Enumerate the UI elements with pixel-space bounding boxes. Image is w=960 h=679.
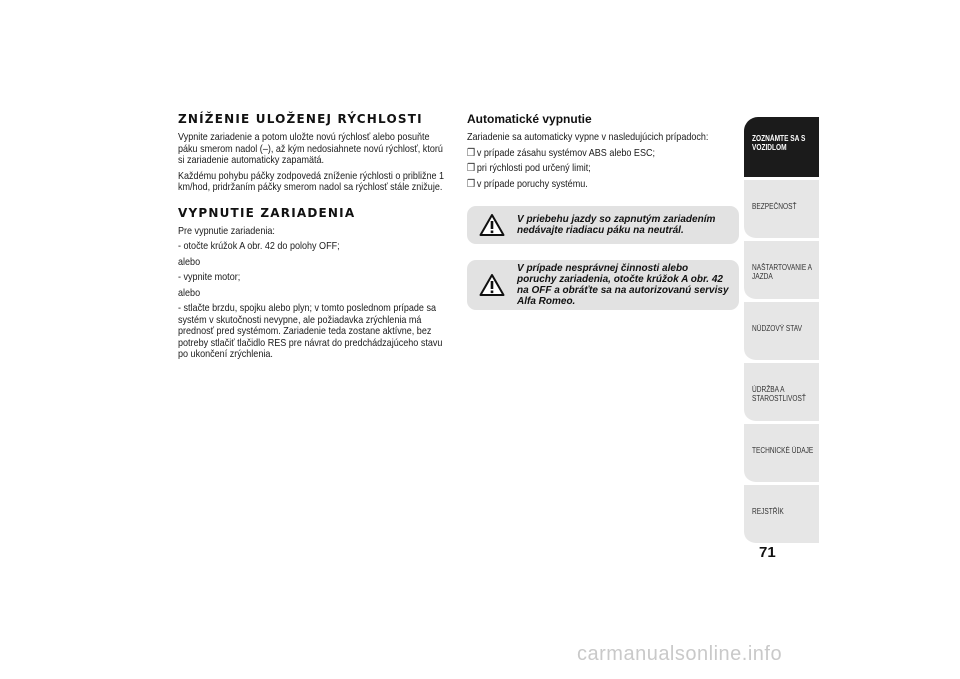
paragraph: - stlačte brzdu, spojku alebo plyn; v tomto poslednom prípade sa systém v skutočnosti nevypne, ale požiadavka zrýchlenia má prednosť pred systémom. Zariadenie teda zostane aktívne, bez potreby stlačiť tlačidlo RES pre návrat do predchádzajúceho stavu po ukončení zrýchlenia. (178, 302, 443, 360)
tab-nudzovy-stav[interactable] (744, 300, 819, 361)
warning-box (467, 260, 739, 310)
right-column (467, 112, 739, 326)
paragraph: Pre vypnutie zariadenia: (178, 224, 275, 237)
checkbox-bullet-icon: ❒ (467, 162, 476, 174)
page-number: 71 (759, 544, 776, 561)
tab-bezpecnost[interactable] (744, 178, 819, 239)
checkbox-bullet-icon: ❒ (467, 146, 476, 159)
paragraph: alebo (178, 255, 201, 268)
warning-text: V priebehu jazdy so zapnutým zariadením nedávajte riadiacu páku na neutrál. (517, 214, 716, 236)
tab-label: BEZPEČNOSŤ (752, 202, 797, 211)
section-title-speed-reduction: ZNÍŽENIE ULOŽENEJ RÝCHLOSTI (178, 112, 423, 126)
tab-nastartovanie-a-jazda[interactable] (744, 239, 819, 300)
warning-text: V prípade nesprávnej činnosti alebo poruchy zariadenia, otočte krúžok A obr. 42 na OFF a obráťte sa na autorizovanú servisy Alfa Romeo. (517, 263, 729, 307)
checkbox-bullet-icon: ❒ (467, 177, 476, 190)
paragraph: Zariadenie sa automaticky vypne v nasledujúcich prípadoch: (467, 131, 709, 143)
tab-udrzba-a-starostlivost[interactable] (744, 361, 819, 422)
chapter-tabs (744, 117, 819, 544)
warning-triangle-icon (479, 213, 505, 237)
list-item: ❒ pri rýchlosti pod určený limit; (467, 162, 591, 174)
watermark: carmanualsonline.info (577, 643, 783, 665)
section-title-deactivation: VYPNUTIE ZARIADENIA (178, 205, 356, 220)
paragraph: Vypnite zariadenie a potom uložte novú rýchlosť alebo posuňte páku smerom nadol (–), až kým nedosiahnete novú rýchlosť, ktorú si zariadenie automaticky zapamätá. (178, 131, 443, 166)
tab-zoznamte-sa-s-vozidlom[interactable] (744, 117, 819, 178)
paragraph: alebo (178, 286, 201, 299)
left-column (178, 112, 446, 365)
tab-label: REJSTŘÍK (752, 507, 784, 516)
tab-rejstrik[interactable] (744, 483, 819, 544)
tab-label: ÚDRŽBA A STAROSTLIVOSŤ (752, 385, 806, 403)
paragraph: - otočte krúžok A obr. 42 do polohy OFF; (178, 240, 340, 252)
tab-label: NÚDZOVÝ STAV (752, 324, 803, 333)
warning-triangle-icon (479, 273, 505, 297)
tab-technicke-udaje[interactable] (744, 422, 819, 483)
tab-label: NAŠTARTOVANIE A JAZDA (752, 263, 812, 281)
list-item: ❒ v prípade zásahu systémov ABS alebo ESC; (467, 146, 656, 159)
tab-label: ZOZNÁMTE SA S VOZIDLOM (752, 134, 806, 152)
list-item: ❒ v prípade poruchy systému. (467, 177, 588, 190)
paragraph: Každému pohybu páčky zodpovedá zníženie rýchlosti o približne 1 km/hod, pridržaním páčky smerom nadol sa rýchlosť stále znižuje. (178, 169, 445, 193)
paragraph: - vypnite motor; (178, 271, 241, 283)
subsection-title-auto-off: Automatické vypnutie (467, 112, 592, 126)
tab-label: TECHNICKÉ ÚDAJE (752, 446, 814, 455)
warning-box (467, 206, 739, 244)
